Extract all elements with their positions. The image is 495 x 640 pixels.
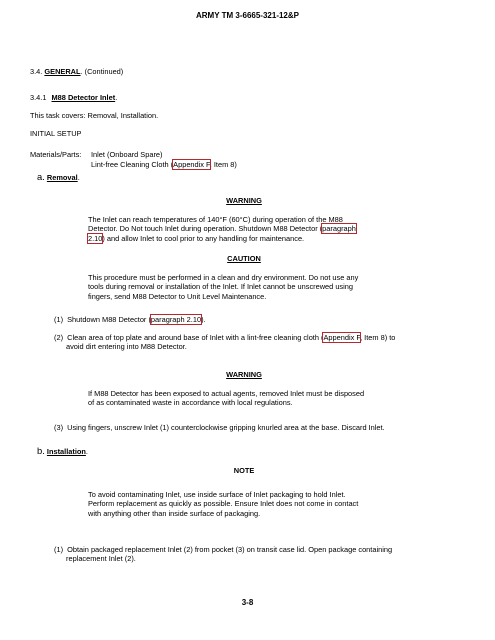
materials-label: Materials/Parts: [30, 150, 82, 159]
note-heading: NOTE [233, 466, 255, 475]
appendix-f-link-2[interactable]: Appendix F [323, 333, 361, 342]
removal-step-2: (2) Clean area of top plate and around base of Inlet with a lint-free cleaning cloth (Appendix F, Item 8) to avoid dirt entering into M88 Detector. [54, 333, 396, 352]
section-title: GENERAL [44, 67, 81, 76]
materials-item-cloth: Lint-free Cleaning Cloth (Appendix F, Item 8) [91, 160, 237, 169]
removal-heading: a. Removal. [37, 171, 80, 182]
installation-step-1: (1) Obtain packaged replacement Inlet (2) from pocket (3) on transit case lid. Open package containing replacement Inlet (2). [54, 545, 393, 564]
removal-letter: a. [37, 171, 45, 182]
caution-body: This procedure must be performed in a clean and dry environment. Do not use any tools during removal or installation of the Inlet. If Inlet cannot be unscrewed using fingers, send M88 Detector to Unit Level Maintenance. [88, 273, 359, 301]
installation-heading: b. Installation. [37, 445, 88, 456]
initial-setup: INITIAL SETUP [30, 129, 82, 138]
caution-heading: CAUTION [227, 254, 261, 263]
paragraph-link-1[interactable]: paragraph [322, 224, 356, 234]
subsection-heading [30, 93, 117, 102]
task-covers: This task covers: Removal, Installation. [30, 111, 159, 120]
removal-title: Removal [46, 173, 78, 182]
section-number: 3.4. [30, 67, 43, 76]
note-body: To avoid contaminating Inlet, use inside surface of Inlet packaging to hold Inlet. Perform replacement as quickly as possible. Ensure Inlet does not come in contact with anything other than inside surface of packaging. [88, 490, 359, 518]
removal-step-3: (3) Using fingers, unscrew Inlet (1) counterclockwise gripping knurled area at the base. Discard Inlet. [54, 423, 385, 432]
installation-letter: b. [37, 445, 45, 456]
paragraph-link-1b[interactable]: 2.10 [88, 233, 103, 243]
warning-body-1: The Inlet can reach temperatures of 140°F (60°C) during operation of the M88 Detector. Do Not touch Inlet during operation. Shutdown M88 Detector (paragraph 2.10) and allow Inlet to cool prior to any handling for maintenance. [88, 215, 356, 243]
subsection-suffix: . [115, 93, 118, 102]
materials-item-inlet: Inlet (Onboard Spare) [91, 150, 163, 159]
removal-step-1: (1) Shutdown M88 Detector (paragraph 2.10). [54, 315, 206, 324]
paragraph-link-2[interactable]: paragraph 2.10 [150, 315, 202, 324]
page-number: 3-8 [241, 598, 254, 607]
warning-body-2: If M88 Detector has been exposed to actual agents, removed Inlet must be disposed of as contaminated waste in accordance with local regulations. [88, 389, 365, 408]
section-suffix: . (Continued) [80, 67, 124, 76]
subsection-title: M88 Detector Inlet [51, 93, 116, 102]
installation-title: Installation [46, 447, 86, 456]
warning-heading-1: WARNING [226, 196, 262, 205]
appendix-f-link[interactable]: Appendix F [173, 160, 210, 169]
page-header: ARMY TM 3-6665-321-12&P [195, 11, 299, 20]
section-heading [30, 67, 123, 76]
warning-heading-2: WARNING [226, 370, 262, 379]
subsection-number: 3.4.1 [30, 93, 47, 102]
